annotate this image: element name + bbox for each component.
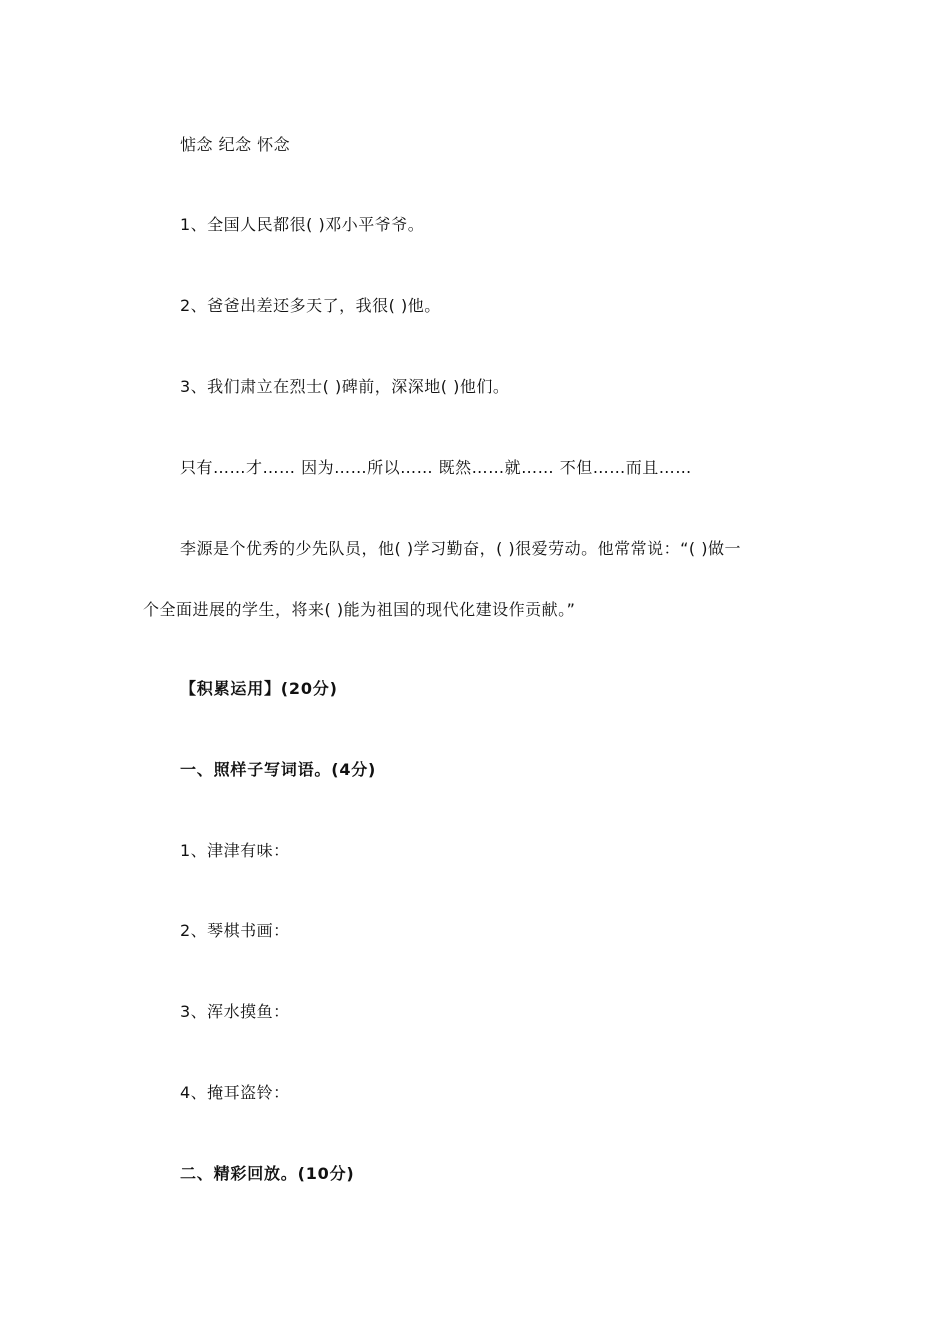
section-heading: 【积累运用】(20分) — [180, 679, 338, 698]
paragraph-line-1: 李源是个优秀的少先队员，他( )学习勤奋，( )很爱劳动。他常常说：“( )做一 — [180, 539, 742, 558]
idiom-item-2: 2、琴棋书画： — [180, 921, 290, 940]
idiom-item-1: 1、津津有味： — [180, 841, 290, 860]
part-two-heading: 二、精彩回放。(10分) — [180, 1164, 355, 1183]
question-1: 1、全国人民都很( )邓小平爷爷。 — [180, 215, 425, 234]
part-one-heading: 一、照样子写词语。(4分) — [180, 760, 377, 779]
idiom-item-4: 4、掩耳盗铃： — [180, 1083, 290, 1102]
question-2: 2、爸爸出差还多天了，我很( )他。 — [180, 296, 441, 315]
word-choices: 惦念 纪念 怀念 — [180, 135, 291, 154]
conjunction-choices: 只有……才…… 因为……所以…… 既然……就…… 不但……而且…… — [180, 458, 692, 477]
paragraph-line-2: 个全面进展的学生，将来( )能为祖国的现代化建设作贡献。” — [143, 600, 576, 619]
question-3: 3、我们肃立在烈士( )碑前，深深地( )他们。 — [180, 377, 510, 396]
idiom-item-3: 3、浑水摸鱼： — [180, 1002, 290, 1021]
